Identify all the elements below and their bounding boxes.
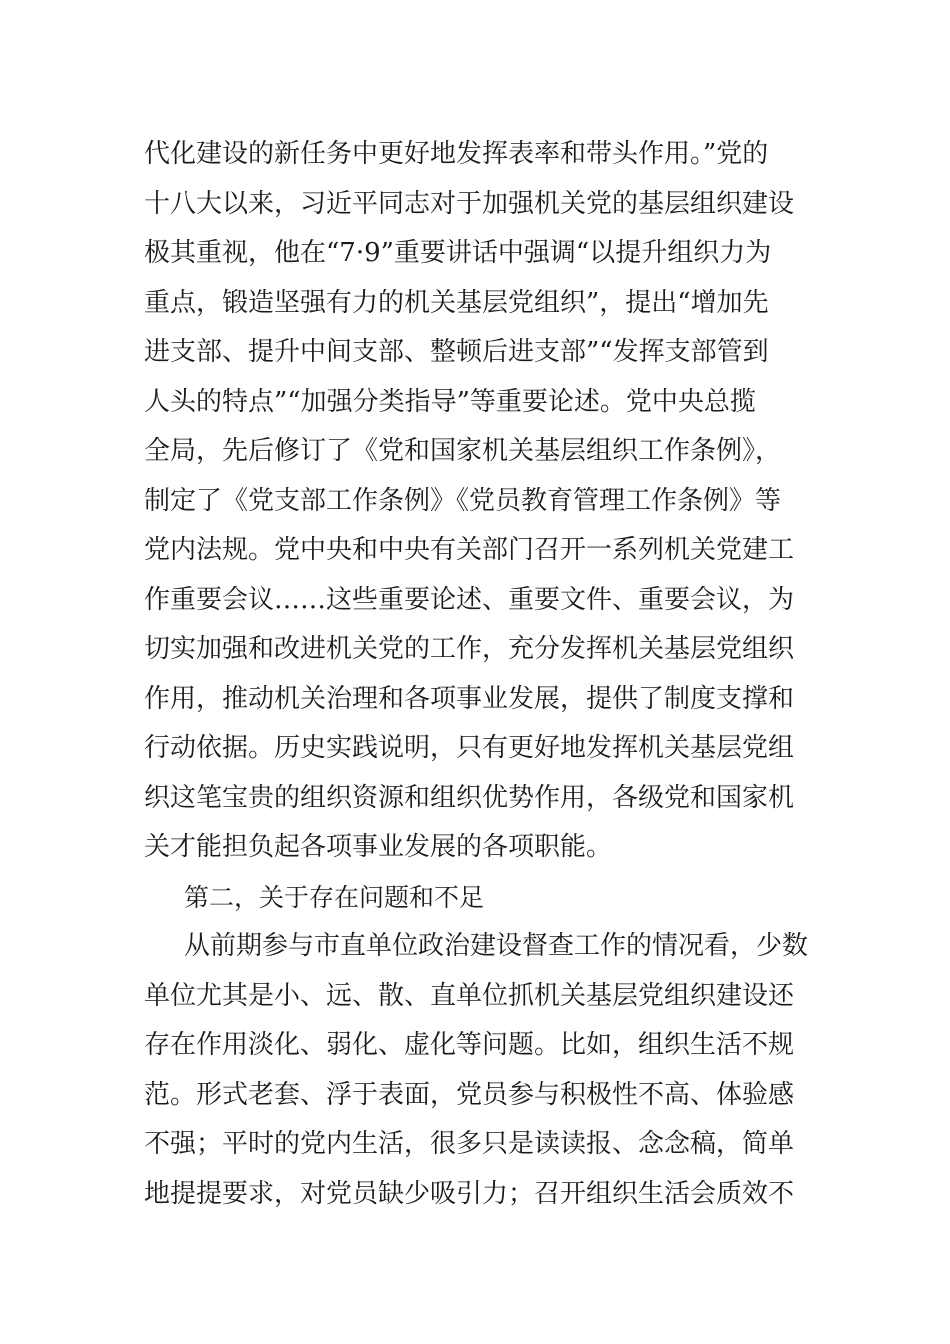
text-line: 重点，锻造坚强有力的机关基层党组织”，提出“增加先 [144,287,769,318]
text-line: 全局，先后修订了《党和国家机关基层组织工作条例》， [144,436,782,466]
text-line: 极其重视，他在“7·9”重要讲话中强调“以提升组织力为 [144,238,772,268]
text-line: 存在作用淡化、弱化、虚化等问题。比如，组织生活不规 [144,1030,795,1060]
text-line: 党内法规。党中央和中央有关部门召开一系列机关党建工 [144,535,795,565]
text-line: 作用，推动机关治理和各项事业发展，提供了制度支撑和 [144,683,795,714]
text-line: 单位尤其是小、远、散、直单位抓机关基层党组织建设还 [144,980,795,1011]
paragraph-first-line: 从前期参与市直单位政治建设督查工作的情况看，少数 [184,931,809,961]
text-line: 范。形式老套、浮于表面，党员参与积极性不高、体验感 [144,1079,795,1110]
text-line: 作重要会议……这些重要论述、重要文件、重要会议，为 [144,584,795,615]
text-line: 进支部、提升中间支部、整顿后进支部”“发挥支部管到 [144,337,769,367]
text-line: 织这笔宝贵的组织资源和组织优势作用，各级党和国家机 [144,782,795,813]
text-line: 不强；平时的党内生活，很多只是读读报、念念稿，简单 [144,1129,795,1159]
text-line: 切实加强和改进机关党的工作，充分发挥机关基层党组织 [144,634,795,664]
text-line: 代化建设的新任务中更好地发挥表率和带头作用。”党的 [144,139,769,169]
text-line: 关才能担负起各项事业发展的各项职能。 [144,832,613,862]
text-line: 行动依据。历史实践说明，只有更好地发挥机关基层党组 [144,733,795,763]
section-heading: 第二，关于存在问题和不足 [184,882,485,912]
body-text [144,130,814,1219]
text-line: 制定了《党支部工作条例》《党员教育管理工作条例》等 [144,485,782,516]
text-line: 人头的特点”“加强分类指导”等重要论述。党中央总揽 [144,386,756,417]
text-line: 地提提要求，对党员缺少吸引力；召开组织生活会质效不 [144,1178,795,1209]
text-line: 十八大以来，习近平同志对于加强机关党的基层组织建设 [144,188,795,219]
